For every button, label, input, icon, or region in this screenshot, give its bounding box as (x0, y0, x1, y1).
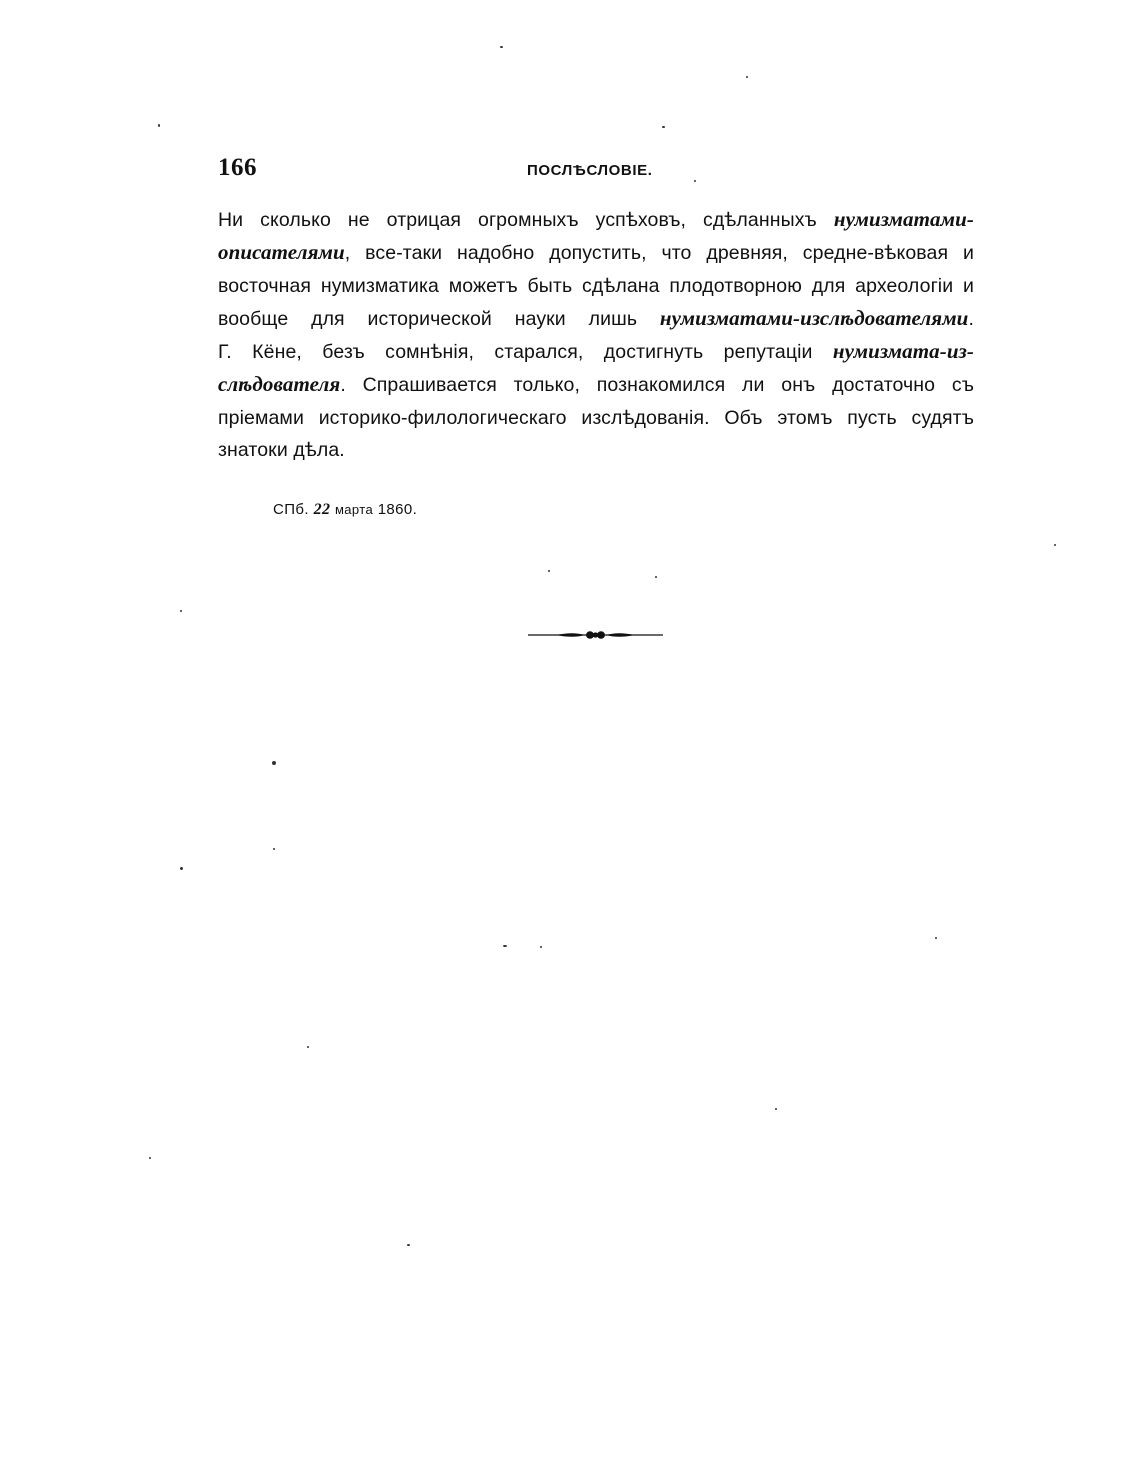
emphasized-term: описателями (218, 240, 345, 265)
afterword-paragraph (218, 203, 974, 466)
text-run: . (968, 307, 974, 330)
emphasized-term: нумизматами-изслѣдователями (659, 305, 969, 330)
text-line (218, 335, 974, 368)
text-line (218, 368, 974, 401)
text-line (218, 302, 974, 335)
page-number: 166 (218, 154, 257, 181)
signature-place: СПб. (273, 501, 309, 518)
text-run: вообще для исторической науки лишь (218, 307, 660, 330)
emphasized-term: слѣдователя (218, 372, 341, 397)
signature-date (273, 501, 417, 519)
emphasized-term: нумизматами- (833, 207, 974, 231)
text-run: Ни сколько не отрицая огромныхъ успѣховъ, сдѣланныхъ (218, 209, 834, 231)
emphasized-term: нумизмата-из- (832, 339, 974, 364)
text-line (218, 236, 974, 269)
text-run: , все-таки надобно допустить, что древняя, средне-вѣковая и (344, 242, 974, 265)
text-line (218, 434, 974, 466)
tailpiece-ornament-icon (528, 628, 663, 642)
text-run: Г. Кёне, безъ сомнѣнія, старался, достигнуть репутаціи (218, 341, 833, 364)
signature-day: 22 (313, 501, 331, 518)
text-line (218, 270, 974, 302)
text-run: восточная нумизматика можетъ быть сдѣлана плодотворною для археологіи и (218, 274, 974, 297)
running-head: ПОСЛѢСЛОВІЕ. (527, 162, 653, 179)
text-run: пріемами историко-филологическаго изслѣдованія. Объ этомъ пусть судятъ (218, 406, 974, 429)
text-line (218, 402, 974, 434)
text-line (218, 203, 974, 236)
text-run: знатоки дѣла. (218, 439, 345, 462)
text-run: . Спрашивается только, познакомился ли онъ достаточно съ (340, 374, 974, 397)
signature-year: 1860. (377, 501, 418, 518)
signature-month: марта (334, 502, 374, 517)
